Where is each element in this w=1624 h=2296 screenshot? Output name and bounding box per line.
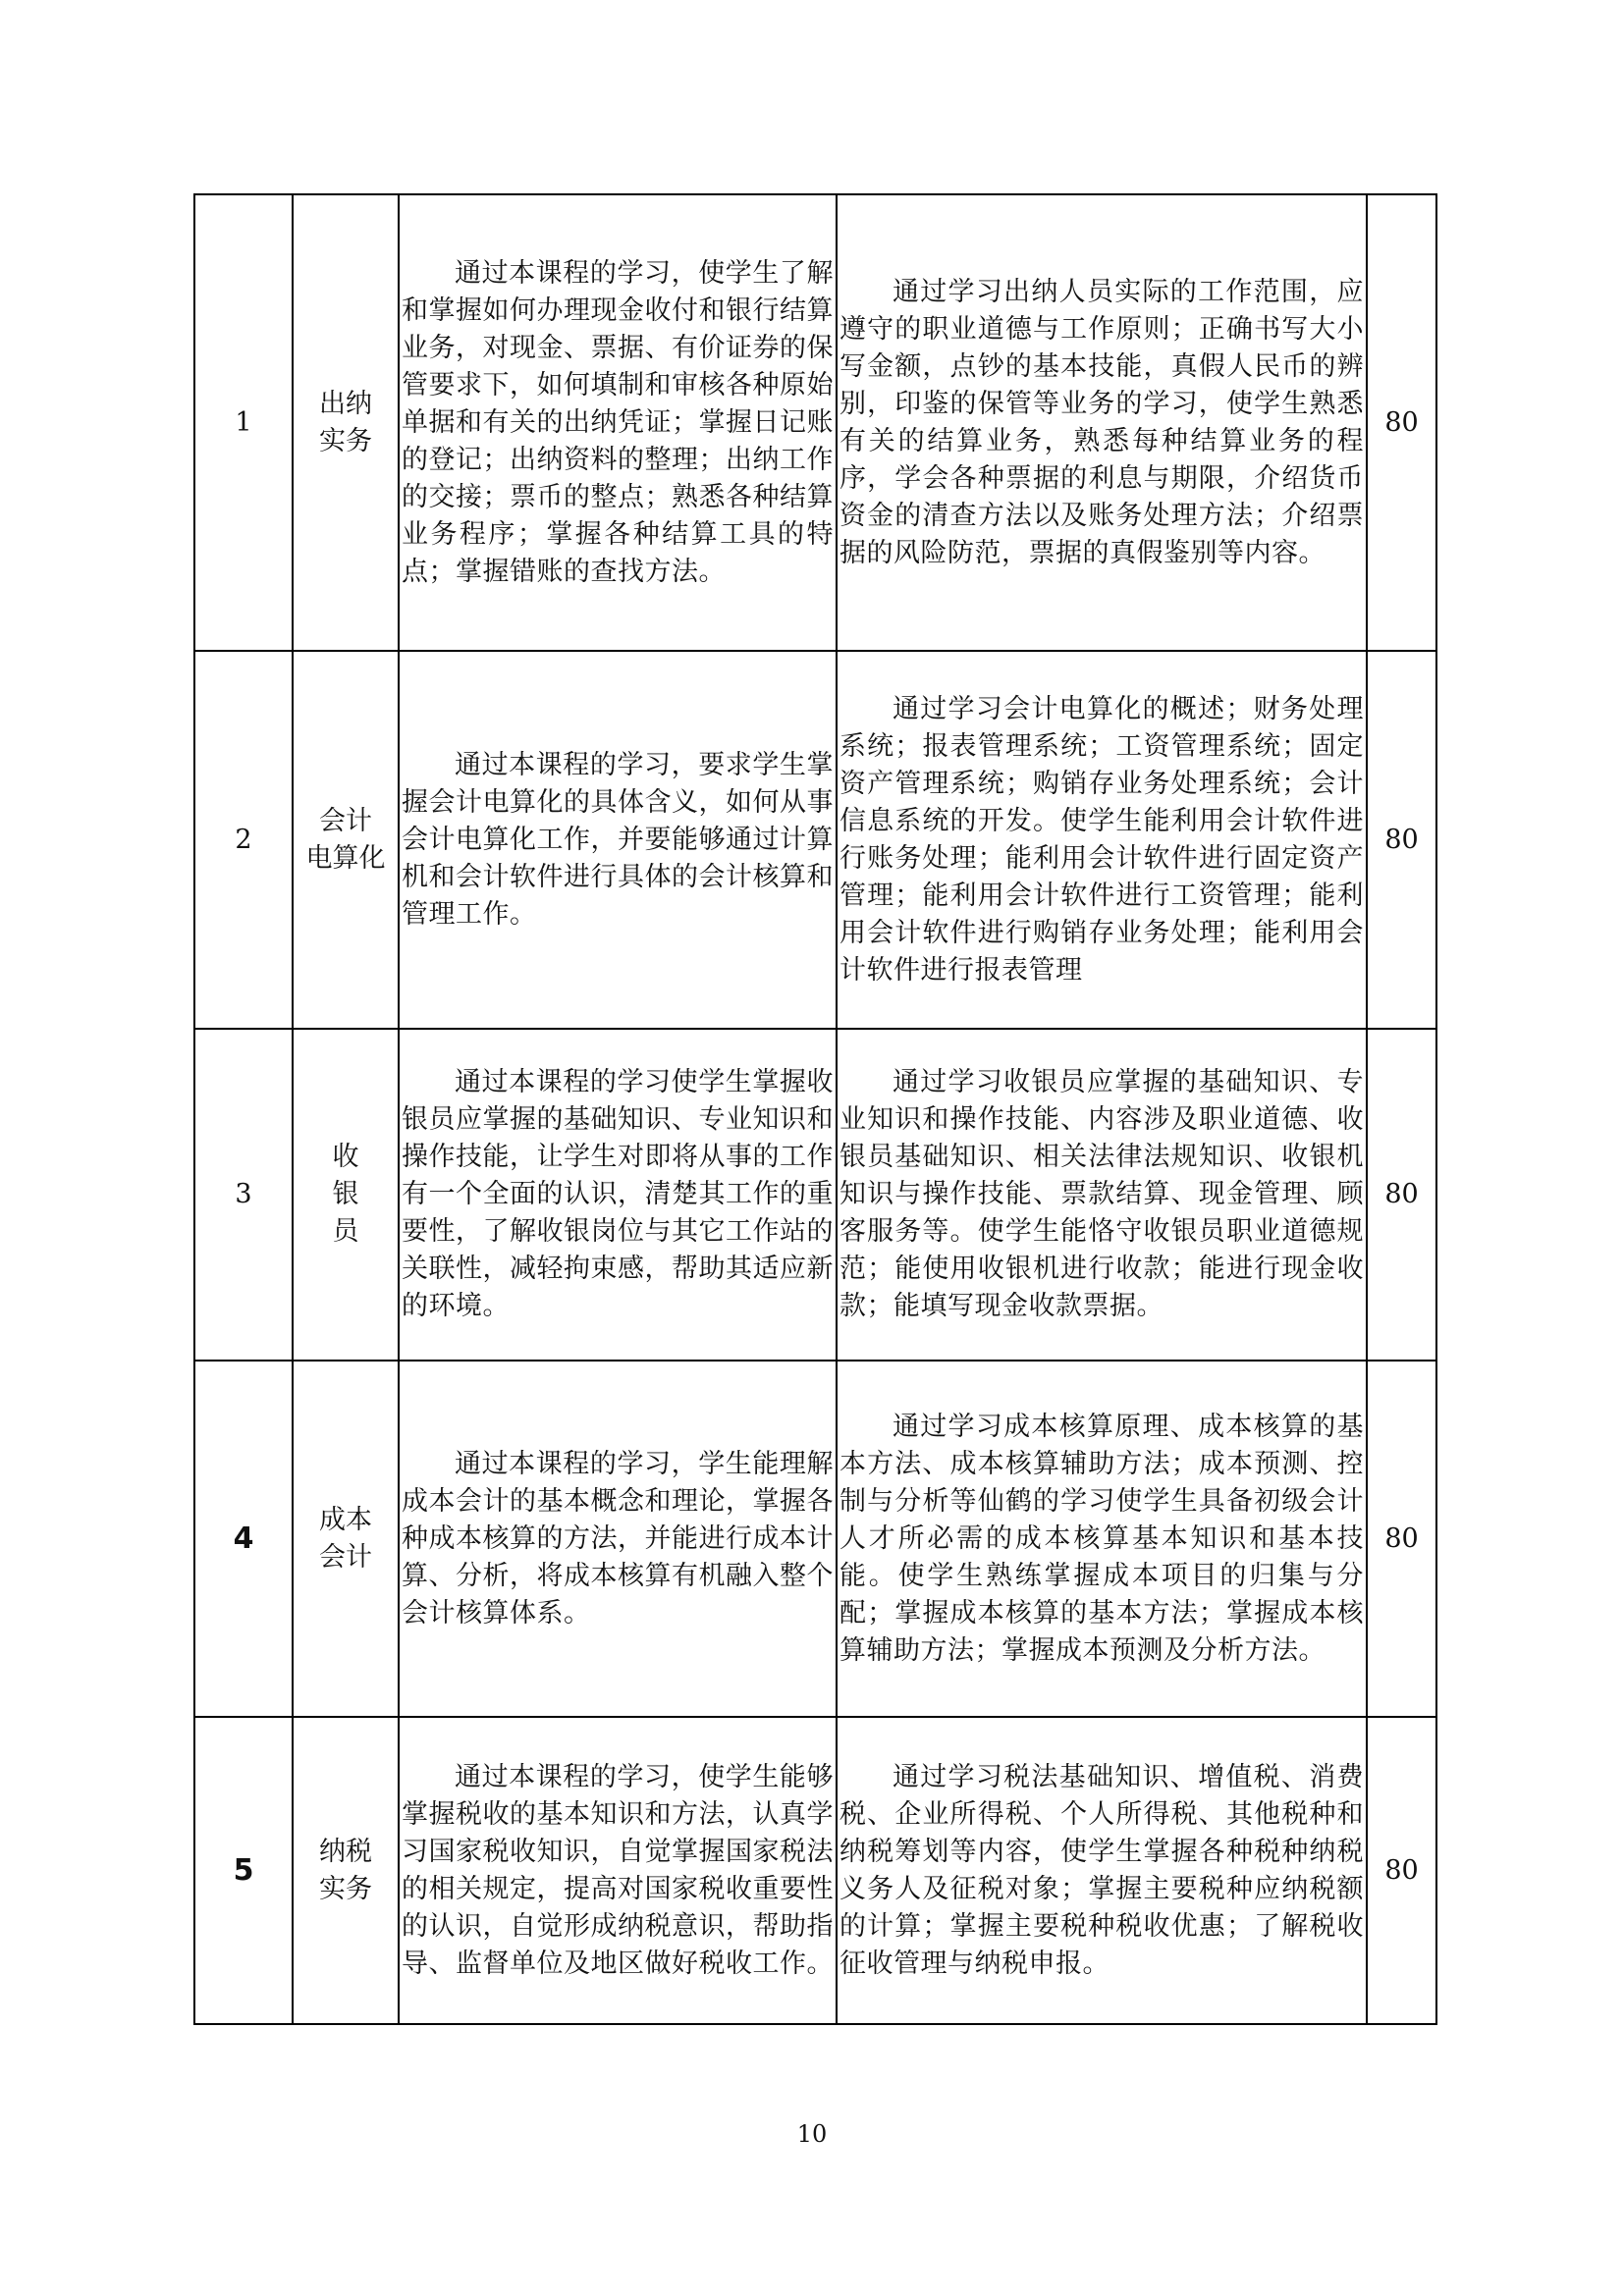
course-goal: 通过本课程的学习，学生能理解成本会计的基本概念和理论，掌握各种成本核算的方法，并能进行成本计算、分析，将成本核算有机融入整个会计核算体系。: [399, 1361, 837, 1717]
course-table: [193, 193, 1437, 2025]
course-hours: 80: [1367, 651, 1436, 1029]
table-row: [194, 194, 1436, 651]
course-hours: 80: [1367, 1029, 1436, 1361]
course-hours: 80: [1367, 1361, 1436, 1717]
page-number: 10: [796, 2120, 828, 2148]
course-content: 通过学习税法基础知识、增值税、消费税、企业所得税、个人所得税、其他税种和纳税筹划等内容，使学生掌握各种税种纳税义务人及征税对象；掌握主要税种应纳税额的计算；掌握主要税种税收优惠；了解税收征收管理与纳税申报。: [837, 1717, 1367, 2024]
course-name: 出纳 实务: [293, 194, 399, 651]
course-name: 收 银 员: [293, 1029, 399, 1361]
course-name: 纳税 实务: [293, 1717, 399, 2024]
course-name: 会计 电算化: [293, 651, 399, 1029]
course-goal: 通过本课程的学习，使学生了解和掌握如何办理现金收付和银行结算业务，对现金、票据、有价证券的保管要求下，如何填制和审核各种原始单据和有关的出纳凭证；掌握日记账的登记；出纳资料的整理；出纳工作的交接；票币的整点；熟悉各种结算业务程序；掌握各种结算工具的特点；掌握错账的查找方法。: [399, 194, 837, 651]
table-row: [194, 1029, 1436, 1361]
course-goal: 通过本课程的学习，要求学生掌握会计电算化的具体含义，如何从事会计电算化工作，并要能够通过计算机和会计软件进行具体的会计核算和管理工作。: [399, 651, 837, 1029]
course-goal: 通过本课程的学习，使学生能够掌握税收的基本知识和方法，认真学习国家税收知识，自觉掌握国家税法的相关规定，提高对国家税收重要性的认识，自觉形成纳税意识，帮助指导、监督单位及地区做好税收工作。: [399, 1717, 837, 2024]
table-row: [194, 651, 1436, 1029]
course-number: 3: [194, 1029, 293, 1361]
course-hours: 80: [1367, 1717, 1436, 2024]
table-row: [194, 1717, 1436, 2024]
course-content: 通过学习出纳人员实际的工作范围，应遵守的职业道德与工作原则；正确书写大小写金额，点钞的基本技能，真假人民币的辨别，印鉴的保管等业务的学习，使学生熟悉有关的结算业务，熟悉每种结算业务的程序，学会各种票据的利息与期限，介绍货币资金的清查方法以及账务处理方法；介绍票据的风险防范，票据的真假鉴别等内容。: [837, 194, 1367, 651]
course-number: 1: [194, 194, 293, 651]
course-hours: 80: [1367, 194, 1436, 651]
course-content: 通过学习成本核算原理、成本核算的基本方法、成本核算辅助方法；成本预测、控制与分析等仙鹤的学习使学生具备初级会计人才所必需的成本核算基本知识和基本技能。使学生熟练掌握成本项目的归集与分配；掌握成本核算的基本方法；掌握成本核算辅助方法；掌握成本预测及分析方法。: [837, 1361, 1367, 1717]
course-content: 通过学习会计电算化的概述；财务处理系统；报表管理系统；工资管理系统；固定资产管理系统；购销存业务处理系统；会计信息系统的开发。使学生能利用会计软件进行账务处理；能利用会计软件进行固定资产管理；能利用会计软件进行工资管理；能利用会计软件进行购销存业务处理；能利用会计软件进行报表管理: [837, 651, 1367, 1029]
course-number: 2: [194, 651, 293, 1029]
course-content: 通过学习收银员应掌握的基础知识、专业知识和操作技能、内容涉及职业道德、收银员基础知识、相关法律法规知识、收银机知识与操作技能、票款结算、现金管理、顾客服务等。使学生能恪守收银员职业道德规范；能使用收银机进行收款；能进行现金收款；能填写现金收款票据。: [837, 1029, 1367, 1361]
table-row: [194, 1361, 1436, 1717]
course-number: 4: [194, 1361, 293, 1717]
course-name: 成本 会计: [293, 1361, 399, 1717]
course-goal: 通过本课程的学习使学生掌握收银员应掌握的基础知识、专业知识和操作技能，让学生对即将从事的工作有一个全面的认识，清楚其工作的重要性，了解收银岗位与其它工作站的关联性，减轻拘束感，帮助其适应新的环境。: [399, 1029, 837, 1361]
course-number: 5: [194, 1717, 293, 2024]
